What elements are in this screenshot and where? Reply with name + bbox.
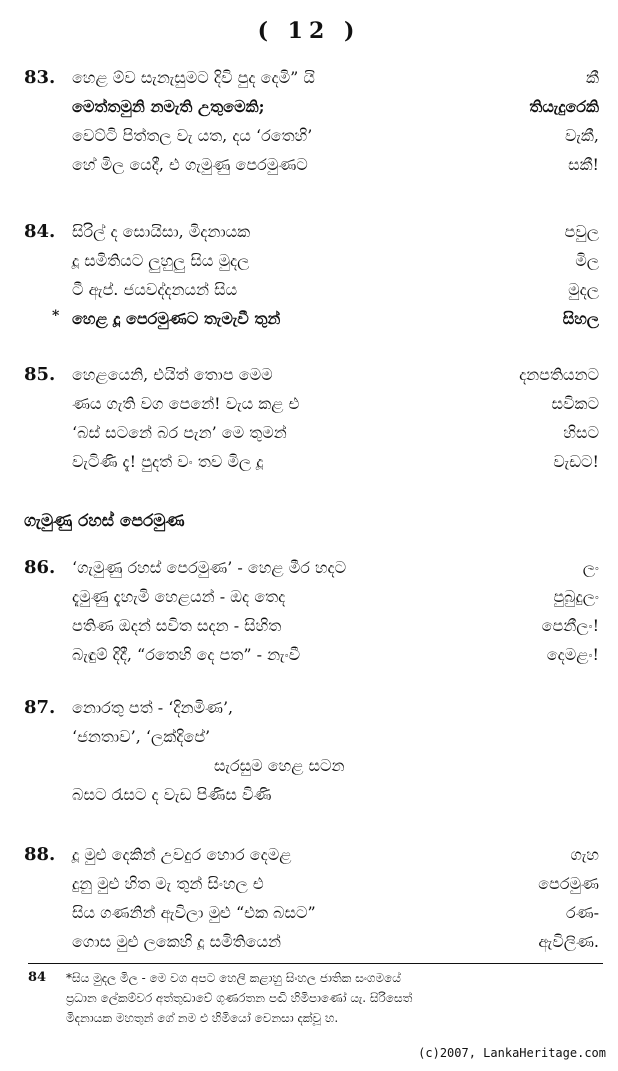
footnote-divider bbox=[28, 963, 603, 964]
verse-end-word: පෙරමුණ bbox=[538, 874, 599, 893]
verse-text: ගොස මුළු ලකෙහි දූ සමිතියෙන් bbox=[72, 932, 281, 951]
verse-line bbox=[24, 553, 599, 582]
verse-end-word: රණ- bbox=[565, 903, 599, 922]
verse-line bbox=[24, 275, 599, 304]
verse-text: බැඳුම් දිදී, “රතෙහි දෙ පත” - නැංවී bbox=[72, 645, 301, 664]
verse-end-word: වැකී, bbox=[564, 126, 599, 145]
verse-end-word: පුබුදුලං bbox=[553, 587, 599, 606]
verse-88 bbox=[24, 840, 599, 956]
verse-line bbox=[24, 389, 599, 418]
verse-text: දූ මුළු දෙකින් උවදුර හොර දෙමළ bbox=[72, 845, 292, 864]
verse-text: සිය ගණනින් ඇවිලා මුළු “එක බසට” bbox=[72, 903, 316, 922]
verse-line bbox=[24, 582, 599, 611]
footnote-number: 84 bbox=[28, 970, 47, 985]
verse-text: හේ මිල යෙදී, එ ගැමුණු පෙරමුණට bbox=[72, 155, 308, 174]
verse-85 bbox=[24, 360, 599, 476]
verse-83 bbox=[24, 63, 599, 179]
verse-text: ‘බස් සටනේ බර පැන’ මෙ තුමන් bbox=[72, 423, 287, 442]
copyright-credit: (c)2007, LankaHeritage.com bbox=[418, 1046, 606, 1060]
verse-line bbox=[24, 150, 599, 179]
verse-line bbox=[24, 840, 599, 869]
section-heading: ගැමුණු රහස් පෙරමුණ bbox=[24, 511, 185, 531]
verse-line bbox=[24, 360, 599, 389]
verse-end-word: මිල bbox=[575, 251, 599, 270]
verse-end-word: සකී! bbox=[568, 155, 599, 174]
footnote-line: *සිය මුදල මිල - මෙ වග අපට හෙලි කළාහු සිංහල ජාතික සංගමයේ bbox=[66, 971, 401, 985]
verse-end-word: වැඩට! bbox=[553, 452, 599, 471]
verse-text: ‘ජනතාව’, ‘ලක්දිපේ’ bbox=[72, 727, 211, 746]
page-number: ( 12 ) bbox=[257, 18, 361, 44]
verse-text: හෙළ ම්ව සැනැසුමට දිවි පුද දෙමි” යි bbox=[72, 68, 315, 87]
verse-text: දැමුණු දැහැමි හෙළයන් - ඔද තෙද bbox=[72, 587, 286, 606]
verse-line bbox=[24, 217, 599, 246]
verse-end-word: ඇවිලිණ. bbox=[538, 932, 599, 951]
verse-end-word: ලං bbox=[582, 558, 599, 577]
verse-line bbox=[24, 304, 599, 333]
verse-end-word: දනපතියනට bbox=[519, 365, 599, 384]
verse-line bbox=[24, 927, 599, 956]
verse-number: 87. bbox=[24, 697, 56, 718]
footnote bbox=[28, 968, 603, 1028]
verse-end-word: සවිකට bbox=[551, 394, 599, 413]
verse-number: 86. bbox=[24, 557, 56, 578]
verse-text: සැරසුම හෙළ සටන bbox=[214, 756, 345, 775]
verse-number: 84. bbox=[24, 221, 56, 242]
verse-line bbox=[24, 63, 599, 92]
verse-text: හෙළ දූ පෙරමුණට තැමැවී තුන් bbox=[72, 309, 281, 328]
verse-text: දුනු මුළු හිත මැ තුන් සිංහල එ bbox=[72, 874, 264, 893]
footnote-line: මිදනායක මහතුන් ගේ නම එ හිමියෝ වෙනසා දක්වූ හ. bbox=[66, 1011, 339, 1025]
verse-number: 85. bbox=[24, 364, 56, 385]
verse-number: 88. bbox=[24, 844, 56, 865]
verse-line bbox=[24, 640, 599, 669]
verse-line bbox=[24, 751, 599, 780]
verse-line bbox=[24, 780, 599, 809]
verse-end-word: හිසට bbox=[563, 423, 599, 442]
verse-text: හෙළයෙනි, එයිත් තොප මෙම bbox=[72, 365, 273, 384]
verse-line bbox=[24, 611, 599, 640]
verse-end-word: ගැහ bbox=[570, 845, 599, 864]
verse-end-word: පවුල bbox=[564, 222, 599, 241]
verse-text: වෙට්ටි පිත්තල වැ යත, දය ‘රතෙහි’ bbox=[72, 126, 313, 145]
verse-text: වැටිණි දැ! පුදත් වං තව මිල දූ bbox=[72, 452, 264, 471]
footnote-line: ප්‍රධාන ලේකම්වර අත්තුඩාවේ ගුණරතන පඬි හිමිපාණෝ යැ. සිරිසෙත් bbox=[66, 991, 413, 1005]
verse-line bbox=[24, 92, 599, 121]
verse-line bbox=[24, 722, 599, 751]
verse-text: නොරතු පත් - ‘දිනමිණ’, bbox=[72, 698, 234, 717]
verse-text: බසට රැසට ද වැඩ පිණිස විණි bbox=[72, 785, 272, 804]
verse-line bbox=[24, 693, 599, 722]
verse-end-word: මුදල bbox=[568, 280, 599, 299]
verse-end-word: තියැදුරෙකි bbox=[529, 97, 599, 116]
verse-line bbox=[24, 898, 599, 927]
verse-end-word: කී bbox=[586, 68, 599, 87]
verse-number: 83. bbox=[24, 67, 56, 88]
verse-text: දූ සමිතියට ලුහුලු සිය මුදල bbox=[72, 251, 250, 270]
verse-line bbox=[24, 121, 599, 150]
verse-line bbox=[24, 418, 599, 447]
verse-text: ටී ඇප්. ජයවද්දනයන් සිය bbox=[72, 280, 238, 299]
verse-84 bbox=[24, 217, 599, 333]
verse-text: ණය ගැති වග පෙනේ! වැය කළ එ bbox=[72, 394, 300, 413]
verse-87 bbox=[24, 693, 599, 809]
footnote-marker: * bbox=[52, 308, 60, 324]
verse-end-word: පෙනීලං! bbox=[541, 616, 599, 635]
verse-line bbox=[24, 447, 599, 476]
verse-end-word: දෙමළං! bbox=[546, 645, 599, 664]
verse-line bbox=[24, 869, 599, 898]
verse-line bbox=[24, 246, 599, 275]
verse-text: ‘ගැමුණු රහස් පෙරමුණ’ - හෙළ මීර හදට bbox=[72, 558, 347, 577]
verse-86 bbox=[24, 553, 599, 669]
verse-text: මෙත්තමුනි නමැති උතුමෙකි; bbox=[72, 97, 265, 116]
verse-end-word: සිහල bbox=[562, 309, 599, 328]
verse-text: සිරිල් ද සොයිසා, මිදනායක bbox=[72, 222, 251, 241]
verse-text: පතිණ ඔදන් සවිත සදන - සිහිත bbox=[72, 616, 282, 635]
